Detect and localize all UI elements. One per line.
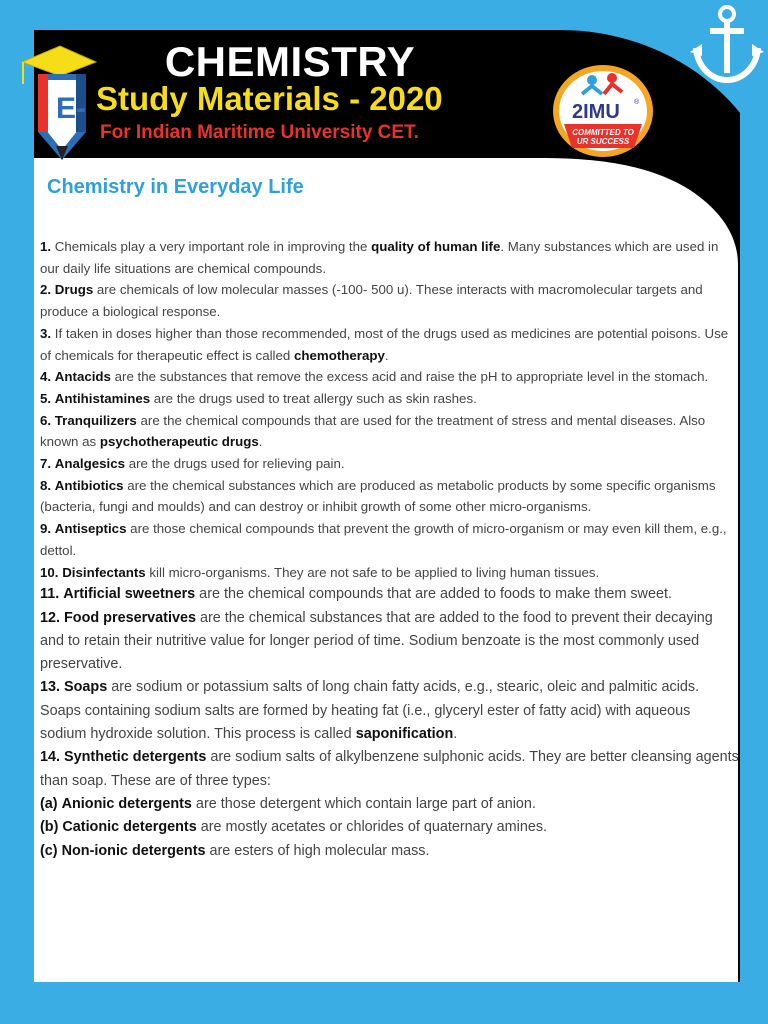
item-number: 1. [40,239,52,254]
item-term: Soaps [64,679,108,696]
item-number: 2. [40,282,52,298]
header-title: CHEMISTRY [164,38,416,85]
list-item [40,453,740,475]
list-small [40,236,740,583]
item-number: (a) [40,795,58,812]
item-text: are the drugs used to treat allergy such as skin rashes. [150,390,477,406]
item-text: . [453,726,458,743]
item-text: are mostly acetates or chlorides of quaternary amines. [196,819,548,836]
item-text: are the drugs used for relieving pain. [125,456,345,472]
item-term: Antihistamines [54,390,151,406]
list-item [40,840,740,863]
item-term: Antibiotics [54,477,124,493]
item-number: (c) [40,842,58,859]
list-item [40,236,740,279]
list-item [40,583,740,606]
list-item [40,562,740,584]
item-number: (b) [40,819,59,836]
item-text: are chemicals of low molecular masses (-100- 500 u). These interacts with macromolecular targets and produce a biological response. [40,282,703,320]
item-number: 14. [40,749,61,766]
anchor-icon [690,4,764,86]
item-number: 5. [40,390,52,406]
item-text: are the chemical compounds that are used for the treatment of stress and mental diseases. Also known as [40,412,706,450]
item-text: . [384,347,389,363]
list-item [40,793,740,816]
content-body [40,236,740,863]
header-subtitle-text: Study Materials - 2020 [96,80,443,117]
item-term: Food preservatives [64,609,196,626]
item-text: If taken in doses higher than those recommended, most of the drugs used as medicines are potential poisons. Use of chemicals for therapeutic effect is called [40,325,729,363]
2imu-logo-badge [552,64,654,158]
list-item [40,366,740,388]
item-text: are sodium or potassium salts of long chain fatty acids, e.g., stearic, oleic and palmitic acids. Soaps containing sodium salts are formed by heating fat (i.e., glyceryl ester of fatty acid) with aqueous sodium hydroxide solution. This process is called [40,679,700,743]
item-text: are those detergent which contain large part of anion. [191,795,536,812]
list-item [40,279,740,322]
list-item [40,323,740,366]
badge-motto-line1: COMMITTED TO [572,128,634,137]
list-item [40,746,740,793]
list-item [40,816,740,839]
header-subtitle [96,80,443,118]
item-term: Anionic detergents [61,795,192,812]
badge-brand: 2IMU [572,101,620,123]
item-number: 7. [40,456,52,472]
item-number: 4. [40,369,52,385]
list-item [40,388,740,410]
item-term: saponification [355,726,454,743]
item-term: Drugs [54,282,94,298]
list-item [40,475,740,518]
item-number: 3. [40,325,52,341]
item-term: Non-ionic detergents [61,842,206,859]
item-text: are the chemical compounds that are added to foods to make them sweet. [195,586,672,603]
item-term: Analgesics [54,456,126,472]
item-term: chemotherapy [294,347,385,363]
item-text: are the chemical substances which are produced as metabolic products by some specific organisms (bacteria, fungi and moulds) and can destroy or inhibit growth of some other micro-organisms. [40,477,716,515]
item-term: Antacids [54,369,111,385]
badge-motto-line2: UR SUCCESS [576,137,630,146]
item-term: Antiseptics [54,521,127,537]
list-large [40,583,740,863]
item-text: . Many substances which are used in our daily life situations are chemical compounds. [40,239,719,276]
item-number: 12. [40,609,61,626]
item-number: 6. [40,412,52,428]
item-term: Tranquilizers [54,412,137,428]
item-text: Chemicals play a very important role in improving the [51,239,372,254]
item-term: Cationic detergents [62,819,197,836]
badge-mark: ® [634,99,640,106]
item-text: are esters of high molecular mass. [205,842,430,859]
item-term: Disinfectants [62,564,146,580]
item-term: quality of human life [371,239,501,254]
item-number: 9. [40,521,52,537]
item-number: 13. [40,679,61,696]
item-text: are the substances that remove the excess acid and raise the pH to appropriate level in the stomach. [110,369,709,385]
list-item [40,607,740,677]
item-text: . [258,434,263,450]
item-text: are the chemical substances that are added to the food to prevent their decaying and to retain their nutritive value for longer period of time. Sodium benzoate is the most commonly used preservative. [40,609,713,673]
header-tagline: For Indian Maritime University CET. [100,122,419,143]
item-term: Synthetic detergents [64,749,207,766]
item-number: 11. [40,586,60,603]
pencil-graduation-emblem [16,40,98,166]
list-item [40,676,740,746]
emblem-letter: E- [56,92,86,125]
list-item [40,518,740,561]
item-text: are sodium salts of alkylbenzene sulphonic acids. They are better cleansing agents than soap. These are of three types: [40,749,739,789]
item-term: Artificial sweetners [63,586,196,603]
item-term: psychotherapeutic drugs [99,434,259,450]
item-number: 10. [40,564,59,580]
list-item [40,410,740,453]
item-number: 8. [40,477,52,493]
item-text: are those chemical compounds that prevent the growth of micro-organism or may even kill them, e.g., dettol. [40,521,727,558]
section-title: Chemistry in Everyday Life [47,176,304,198]
item-text: kill micro-organisms. They are not safe to be applied to living human tissues. [145,564,600,580]
